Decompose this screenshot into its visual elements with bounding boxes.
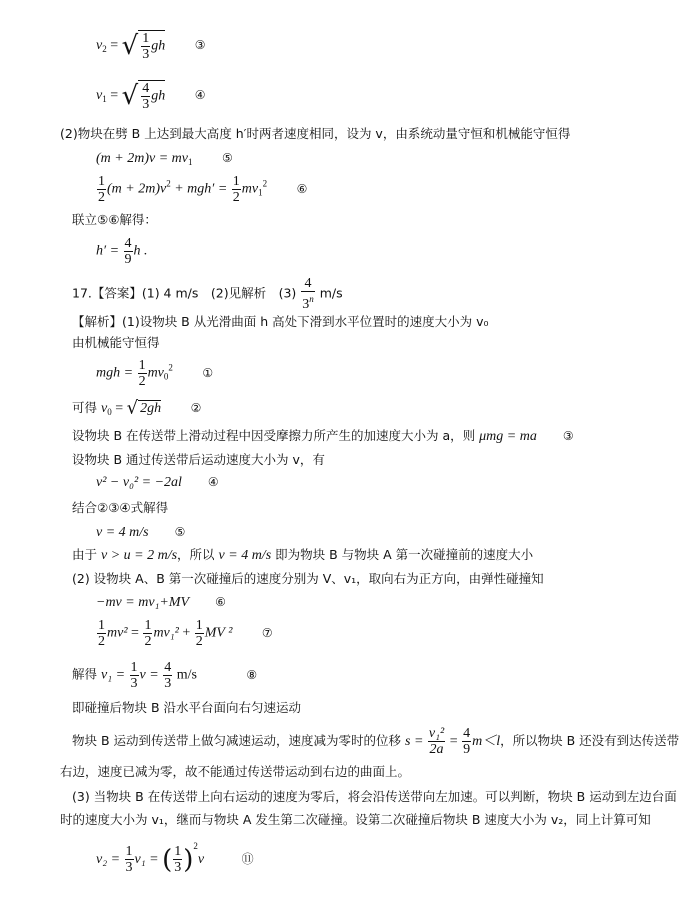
equation-2: 可得 $v_0$ = √ 2gh ② bbox=[72, 397, 202, 419]
equation-11: v₂ = $\frac{1}{3}$ v₁ = ( $\frac{1}{3}$ )$^2$v ⑪ bbox=[96, 841, 254, 876]
equation-6b: −mv = mv₁+MV ⑥ bbox=[96, 595, 226, 610]
part2-collision: (2) 设物块 A、B 第一次碰撞后的速度分别为 V、v₁，取向右为正方向，由弹性碰撞知 bbox=[72, 571, 544, 586]
equation-tag: ③ bbox=[194, 38, 206, 53]
after-collision: 即碰撞后物块 B 沿水平台面向右匀速运动 bbox=[72, 700, 302, 715]
equation-tag: ④ bbox=[194, 88, 206, 103]
equation-6: $\frac{1}{2}$ $(m + 2m)v^2 + mgh'$ = $\frac{1}{2}$ $mv_1^2$ ⑥ bbox=[98, 174, 308, 205]
deceleration-line-2: 右边，速度已减为零，故不能通过传送带运动到右边的曲面上。 bbox=[60, 764, 411, 779]
equation-8: 解得 v₁ = $\frac{1}{3}$ v = $\frac{4}{3}$ m/s ⑧ bbox=[72, 660, 258, 691]
equation-4: v² − v₀² = −2al ④ bbox=[96, 475, 219, 490]
paragraph-part2: (2)物块在劈 B 上达到最大高度 h′时两者速度相同，设为 v，由系统动量守恒和机械能守恒得 bbox=[60, 126, 571, 141]
equation-v2-sqrt: $v_2$ = √ $\frac{1}{3}$ gh ③ bbox=[96, 31, 206, 62]
answer-17: 17.【答案】(1) 4 m/s (2)见解析 (3) $\frac{4}{3^n}$ m/s bbox=[72, 276, 343, 312]
equation-v1-sqrt: $v_1$ = √ $\frac{4}{3}$ gh ④ bbox=[96, 81, 206, 112]
combine-56: 联立⑤⑥解得： bbox=[72, 212, 157, 227]
analysis-part1: 【解析】(1)设物块 B 从光滑曲面 h 高处下滑到水平位置时的速度大小为 v₀ bbox=[72, 314, 489, 329]
equation-7: $\frac{1}{2}$ mv² = $\frac{1}{2}$ mv₁² + $\frac{1}{2}$ MV ² ⑦ bbox=[98, 618, 273, 649]
combine-234: 结合②③④式解得 bbox=[72, 500, 169, 515]
after-belt-line: 设物块 B 通过传送带后运动速度大小为 v，有 bbox=[72, 452, 325, 467]
since-line: 由于 v > u = 2 m/s，所以 v = 4 m/s 即为物块 B 与物块 A 第一次碰撞前的速度大小 bbox=[72, 547, 534, 563]
equation-h-prime: h′ = $\frac{4}{9}$ h . bbox=[96, 236, 148, 267]
equation-1: mgh = $\frac{1}{2}$ $mv_0^2$ ① bbox=[96, 358, 214, 389]
friction-line: 设物块 B 在传送带上滑动过程中因受摩擦力所产生的加速度大小为 a，则 μmg = ma ③ bbox=[72, 428, 574, 444]
part3-line-2: 时的速度大小为 v₁，继而与物块 A 发生第二次碰撞。设第二次碰撞后物块 B 速度大小为 v₂，同上计算可知 bbox=[60, 812, 651, 827]
equation-5: $(m + 2m)v = mv_1$ ⑤ bbox=[96, 151, 233, 167]
energy-conservation: 由机械能守恒得 bbox=[72, 335, 160, 350]
deceleration-line: 物块 B 运动到传送带上做匀减速运动，速度减为零时的位移 s = $\frac{\text{v₁²}}{2a}$ = $\frac{4}{9}$ m＜l，所以物块 B 还没有到达传送带 bbox=[72, 726, 679, 757]
equation-5b: v = 4 m/s ⑤ bbox=[96, 525, 186, 540]
part3-line-1: (3) 当物块 B 在传送带上向右运动的速度为零后，将会沿传送带向左加速。可以判断，物块 B 运动到左边台面 bbox=[72, 789, 677, 804]
